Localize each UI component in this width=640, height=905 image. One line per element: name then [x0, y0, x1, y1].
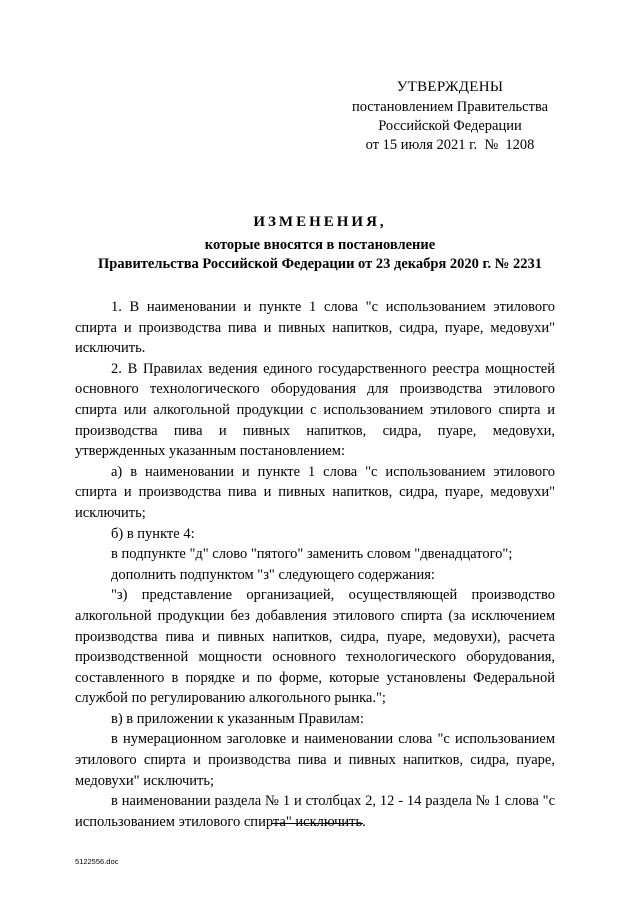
- paragraph-2b: б) в пункте 4:: [111, 525, 195, 542]
- file-name-footer: 5122556.doc: [75, 857, 119, 866]
- subtitle-line-1: которые вносятся в постановление: [204, 237, 436, 253]
- paragraph-2b-z: "з) представление организацией, осуществляющей производство алкогольной продукции без добавления этилового спирта (за исключением производства пива и пивных напитков, сидра, пуаре, медовухи), расчета производственной мощности основного технологического оборудования, составленного в порядке и по форме, которые установлены Федеральной службой по регулированию алкогольного рынка.";: [75, 587, 555, 707]
- paragraph-2b-add: дополнить подпунктом "з" следующего содержания:: [111, 566, 435, 583]
- paragraph-1: 1. В наименовании и пункте 1 слова "с использованием этилового спирта и производства пива и пивных напитков, сидра, пуаре, медовухи" исключить.: [75, 299, 555, 357]
- paragraph-2v: в) в приложении к указанным Правилам:: [111, 710, 364, 727]
- paragraph-2v-1: в нумерационном заголовке и наименовании слова "с использованием этилового спирта и производства пива и пивных напитков, сидра, пуаре, медовухи" исключить;: [75, 731, 555, 789]
- document-subtitle: [60, 236, 580, 274]
- document-title: ИЗМЕНЕНИЯ,: [253, 214, 387, 230]
- paragraph-2b-d: в подпункте "д" слово "пятого" заменить словом "двенадцатого";: [111, 546, 513, 563]
- separator-line: [271, 823, 363, 824]
- approval-heading: УТВЕРЖДЕНЫ: [396, 79, 504, 95]
- paragraph-2: 2. В Правилах ведения единого государственного реестра мощностей основного технологического оборудования для производства этилового спирта или алкогольной продукции с использованием этилового спирта и производства пива и пивных напитков, сидра, пуаре, медовухи, утвержденных указанным постановлением:: [75, 360, 555, 460]
- approval-line-2: Российской Федерации: [378, 118, 522, 134]
- approval-line-3: от 15 июля 2021 г. № 1208: [365, 137, 535, 153]
- document-body: [75, 297, 555, 832]
- approval-block: [330, 78, 570, 155]
- paragraph-2v-2: в наименовании раздела № 1 и столбцах 2, 12 - 14 раздела № 1 слова "с использованием этилового спирта" исключить.: [75, 793, 555, 830]
- approval-line-1: постановлением Правительства: [351, 99, 549, 115]
- paragraph-2a: а) в наименовании и пункте 1 слова "с использованием этилового спирта и производства пива и пивных напитков, сидра, пуаре, медовухи" исключить;: [75, 463, 555, 521]
- subtitle-line-2: Правительства Российской Федерации от 23 декабря 2020 г. № 2231: [98, 256, 542, 272]
